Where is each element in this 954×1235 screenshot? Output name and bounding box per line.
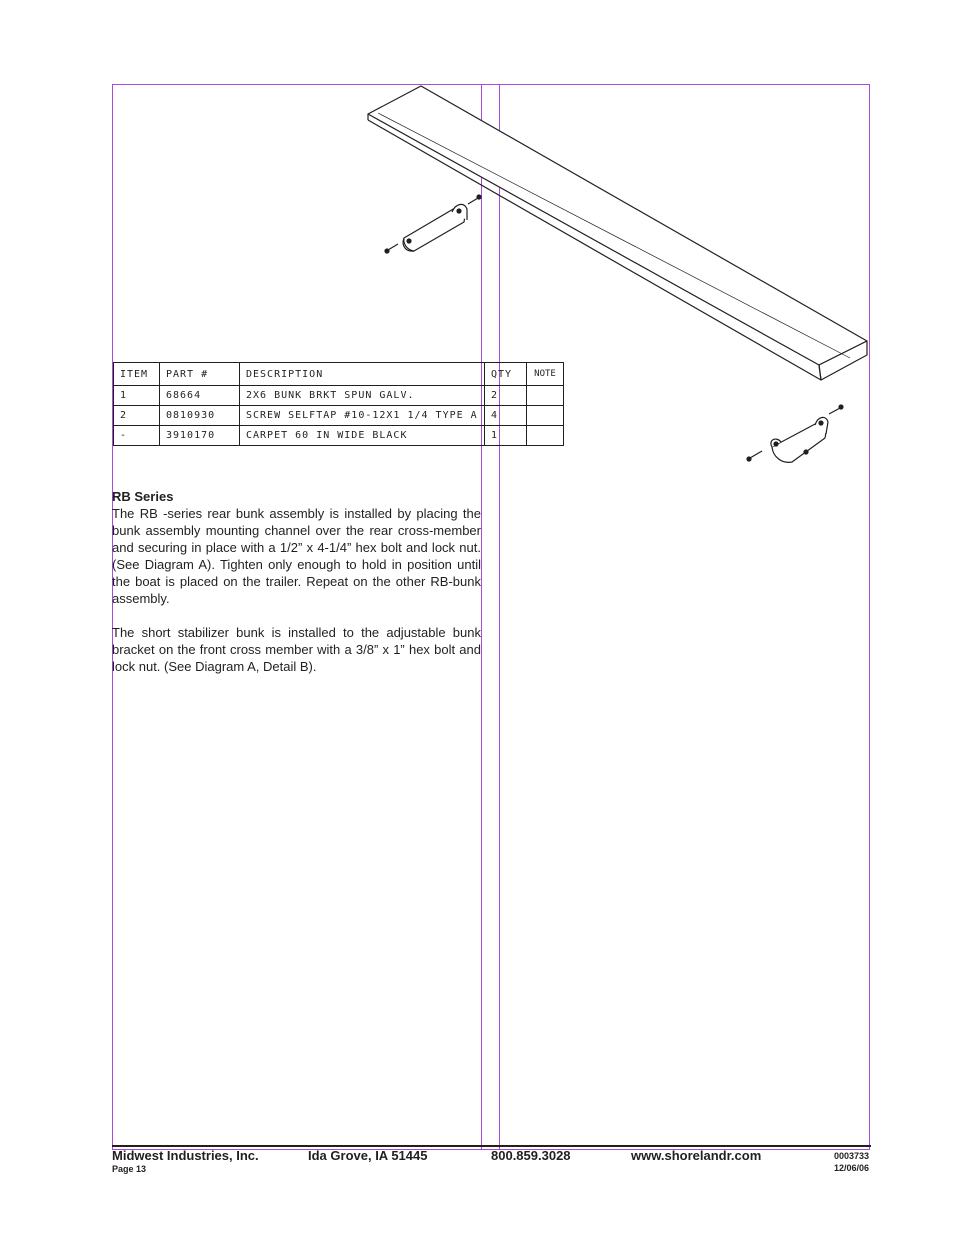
cell-note: [527, 406, 564, 426]
cell-part-number: 68664: [160, 386, 240, 406]
cell-note: [527, 426, 564, 446]
header-description: DESCRIPTION: [240, 363, 485, 386]
guide-column-right: [499, 84, 500, 1150]
header-part-number: PART #: [160, 363, 240, 386]
table-row: [114, 406, 564, 426]
parts-table: [113, 362, 564, 446]
section-paragraph: The RB -series rear bunk assembly is installed by placing the bunk assembly mounting channel over the rear cross-member and securing in place with a 1/2” x 4-1/4” hex bolt and lock nut. (See Diagram A). Tighten only enough to hold in position until the boat is placed on the trailer. Repeat on the other RB-bunk assembly.: [112, 506, 481, 606]
footer-location: Ida Grove, IA 51445: [308, 1148, 428, 1163]
cell-description: CARPET 60 IN WIDE BLACK: [240, 426, 485, 446]
header-qty: QTY: [485, 363, 527, 386]
cell-item: 2: [114, 406, 160, 426]
guide-column-left: [481, 84, 482, 1150]
cell-description: SCREW SELFTAP #10-12X1 1/4 TYPE A: [240, 406, 485, 426]
section-paragraph: The short stabilizer bunk is installed to the adjustable bunk bracket on the front cross member with a 3/8” x 1” hex bolt and lock nut. (See Diagram A, Detail B).: [112, 625, 481, 674]
header-item: ITEM: [114, 363, 160, 386]
rb-series-section: [112, 488, 481, 692]
cell-qty: 2: [485, 386, 527, 406]
table-row: [114, 426, 564, 446]
cell-item: 1: [114, 386, 160, 406]
table-row: [114, 386, 564, 406]
cell-description: 2X6 BUNK BRKT SPUN GALV.: [240, 386, 485, 406]
bunk-board: [368, 86, 867, 380]
footer-date: 12/06/06: [833, 1163, 869, 1173]
footer-phone: 800.859.3028: [491, 1148, 571, 1163]
bunk-bracket-lower: [747, 405, 843, 462]
table-header-row: [114, 363, 564, 386]
footer-doc-number: 0003733: [833, 1151, 869, 1161]
cell-part-number: 3910170: [160, 426, 240, 446]
footer-rule: [112, 1145, 871, 1147]
cell-item: -: [114, 426, 160, 446]
footer-company: Midwest Industries, Inc.: [112, 1148, 259, 1163]
section-heading: RB Series: [112, 489, 174, 504]
bunk-bracket-upper: [385, 195, 481, 253]
cell-qty: 4: [485, 406, 527, 426]
cell-note: [527, 386, 564, 406]
footer-page-number: Page 13: [112, 1164, 147, 1174]
guide-right: [869, 84, 870, 1150]
cell-qty: 1: [485, 426, 527, 446]
header-note: NOTE: [527, 363, 564, 386]
footer-website: www.shorelandr.com: [631, 1148, 762, 1163]
guide-top: [112, 84, 870, 85]
cell-part-number: 0810930: [160, 406, 240, 426]
